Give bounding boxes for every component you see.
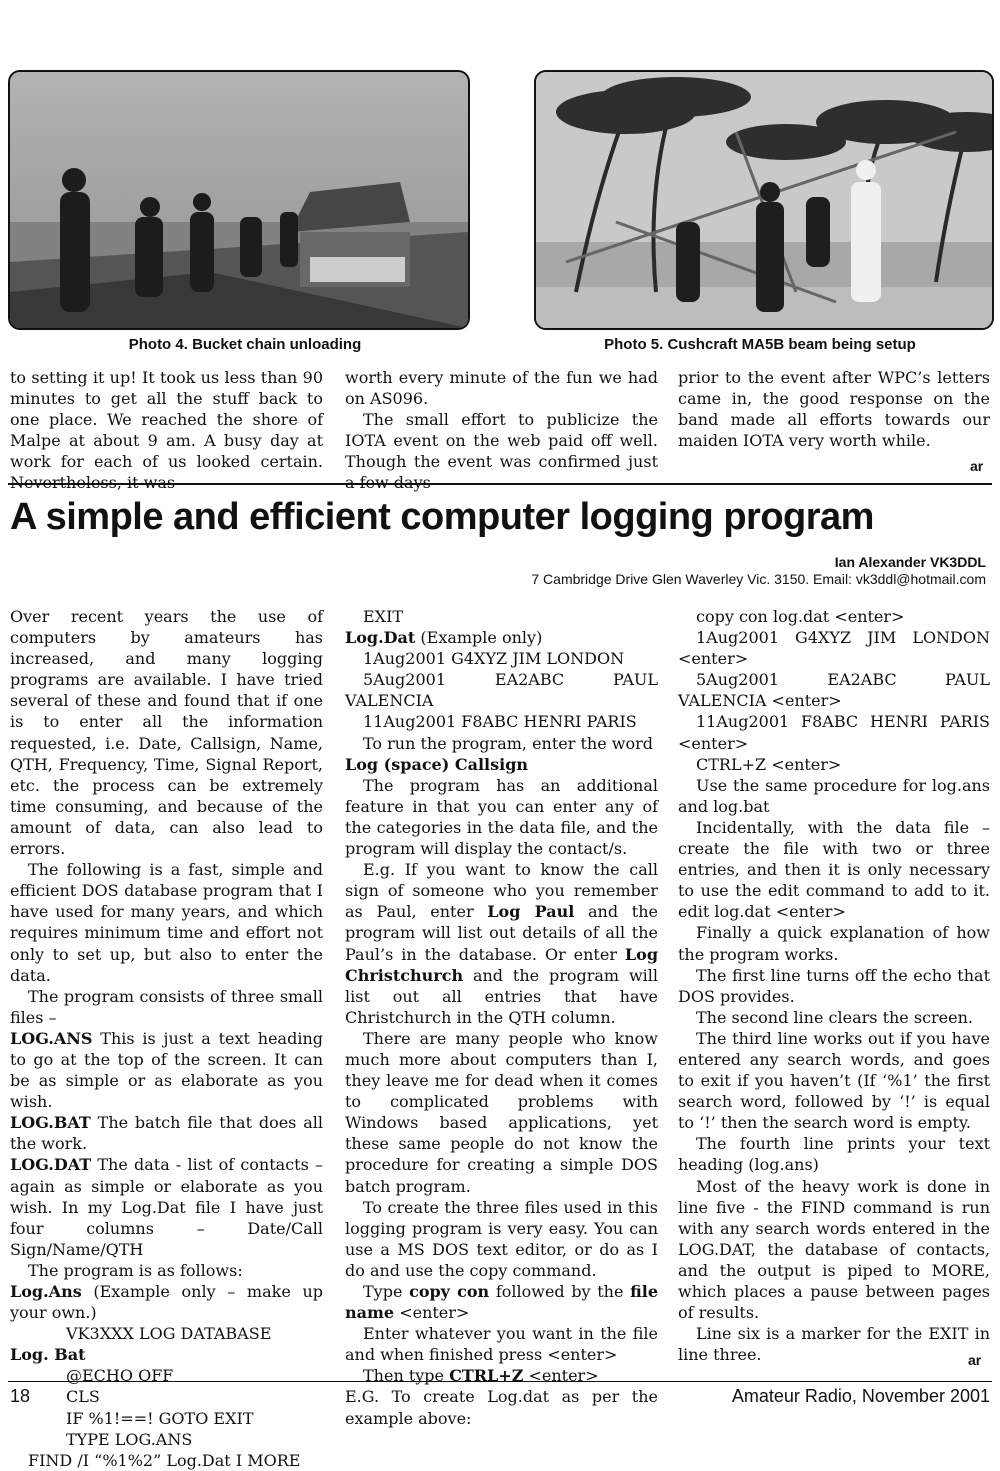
code-line: TYPE LOG.ANS <box>66 1429 193 1449</box>
continued-column-2 <box>345 367 658 494</box>
continued-paragraph: to setting it up! It took us less than 90 minutes to get all the stuff back to one place. We reached the shore of Malpe at about 9 am. A busy day at work for each of us looked certain. Nevertheless, it was <box>10 368 323 493</box>
paragraph: LOG.BAT The batch file that does all the work. <box>10 1113 323 1154</box>
data-row: 11Aug2001 F8ABC HENRI PARIS <box>363 712 637 732</box>
paragraph: LOG.ANS This is just a text heading to go at the top of the screen. It can be as simple or as elaborate as you wish. <box>10 1028 323 1112</box>
code-line: 1Aug2001 G4XYZ JIM LONDON <enter> <box>678 628 990 669</box>
page-number: 18 <box>10 1386 31 1406</box>
code-line: EXIT <box>363 607 404 626</box>
code-line: copy con log.dat <enter> <box>696 607 905 626</box>
article-column-1 <box>10 606 323 1471</box>
command: Log (space) Callsign <box>345 754 529 774</box>
paragraph: Log.Ans (Example only – make up your own.) <box>10 1282 323 1323</box>
footer-divider <box>8 1381 992 1382</box>
paragraph: The program consists of three small files – <box>10 986 323 1027</box>
file-label: LOG.DAT <box>10 1155 92 1175</box>
file-label: LOG.BAT <box>10 1113 91 1133</box>
code-line: CTRL+Z <enter> <box>696 754 842 774</box>
article-title: A simple and efficient computer logging program <box>10 496 874 538</box>
continued-paragraph: prior to the event after WPC’s letters came in, the good response on the band made all efforts towards our maiden IOTA very worth while. <box>678 368 990 451</box>
paragraph: To create the three files used in this logging program is very easy. You can use a MS DOS text editor, or do as I do and use the copy command. <box>345 1197 658 1280</box>
file-label: Log.Dat <box>345 628 416 648</box>
paragraph: Use the same procedure for log.ans and log.bat <box>678 775 990 816</box>
article-column-3 <box>678 606 990 1365</box>
paragraph: Then type CTRL+Z <enter> <box>363 1366 599 1386</box>
paragraph: To run the program, enter the word <box>363 733 653 753</box>
end-mark-article: ar <box>968 1352 982 1368</box>
code-line: VK3XXX LOG DATABASE <box>66 1324 272 1344</box>
paragraph: Finally a quick explanation of how the program works. <box>678 923 990 964</box>
file-label: Log. Bat <box>10 1345 86 1365</box>
code-line: FIND /I “%1%2” Log.Dat I MORE <box>28 1450 301 1470</box>
paragraph: Over recent years the use of computers by amateurs has increased, and many logging programs are available. I have tried several of these and found that if one is to enter all the information requested, i.e. Date, Callsign, Name, QTH, Frequency, Time, Signal Report, etc. the process can be extremely time consuming, and because of the amount of data, can also lead to errors. <box>10 607 323 859</box>
paragraph: E.g. If you want to know the call sign of someone who you remember as Paul, enter Log Paul and the program will list out details of all the Paul’s in the database. Or enter Log Christchurch and the program will list out all entries that have Christchurch in the QTH column. <box>345 860 658 1027</box>
article-column-2 <box>345 606 658 1429</box>
photo-4-caption: Photo 4. Bucket chain unloading <box>128 336 362 353</box>
file-label: LOG.ANS <box>10 1028 93 1048</box>
photo-5-caption: Photo 5. Cushcraft MA5B beam being setup <box>604 336 916 353</box>
photo-cushcraft-beam <box>534 70 994 330</box>
continued-column-1 <box>10 367 323 494</box>
photo-bucket-chain <box>8 70 470 330</box>
code-line: 5Aug2001 EA2ABC PAUL VALENCIA <enter> <box>678 670 990 711</box>
code-line: IF %1!==! GOTO EXIT <box>66 1408 254 1428</box>
section-divider <box>8 483 992 485</box>
code-line: CLS <box>66 1387 100 1407</box>
paragraph: The fourth line prints your text heading (log.ans) <box>678 1134 990 1175</box>
paragraph: The first line turns off the echo that DOS provides. <box>678 965 990 1006</box>
paragraph: Incidentally, with the data file – create the file with two or three entries, and then it is only necessary to use the edit command to add to it. edit log.dat <enter> <box>678 817 990 922</box>
paragraph: The program is as follows: <box>28 1260 243 1280</box>
paragraph: There are many people who know much more about computers than I, they leave me for dead when it comes to complicated problems with Windows based applications, yet these same people do not know the procedure for creating a simple DOS batch program. <box>345 1028 658 1196</box>
code-line: @ECHO OFF <box>66 1366 174 1386</box>
end-mark-previous: ar <box>970 458 984 474</box>
paragraph: Type copy con followed by the file name <enter> <box>345 1282 658 1323</box>
paragraph: The program has an additional feature in that you can enter any of the categories in the data file, and the program will display the contact/s. <box>345 775 658 859</box>
continued-paragraph: The small effort to publicize the IOTA event on the web paid off well. Though the event was confirmed just a few days <box>345 410 658 493</box>
publication-footer: Amateur Radio, November 2001 <box>731 1386 990 1406</box>
paragraph: Most of the heavy work is done in line five - the FIND command is run with any search words entered in the LOG.DAT, the database of contacts, and the output is piped to MORE, which places a pause between pages of results. <box>678 1176 990 1323</box>
data-row: 1Aug2001 G4XYZ JIM LONDON <box>363 649 625 669</box>
article-author: Ian Alexander VK3DDL <box>834 554 986 570</box>
paragraph: The second line clears the screen. <box>696 1007 973 1027</box>
paragraph: Log.Dat (Example only) <box>345 628 543 648</box>
paragraph: The following is a fast, simple and efficient DOS database program that I have used for many years, and which requires minimum time and effort not only to set up, but also to enter the data. <box>10 860 323 985</box>
paragraph: Line six is a marker for the EXIT in line three. <box>678 1324 990 1365</box>
paragraph: E.G. To create Log.dat as per the example above: <box>345 1387 658 1428</box>
data-row: 5Aug2001 EA2ABC PAUL VALENCIA <box>345 670 658 711</box>
continued-paragraph: worth every minute of the fun we had on AS096. <box>345 368 658 409</box>
file-label: Log.Ans <box>10 1282 82 1301</box>
continued-column-3 <box>678 367 990 451</box>
paragraph: LOG.DAT The data - list of contacts – again as simple or elaborate as you wish. In my Log.Dat file I have just four columns – Date/Call Sign/Name/QTH <box>10 1155 323 1259</box>
paragraph: The third line works out if you have entered any search words, and goes to exit if you haven’t (If ‘%1’ the first search word, followed by ‘!’ is equal to ‘!’ then the search word is empty. <box>678 1028 990 1133</box>
article-address: 7 Cambridge Drive Glen Waverley Vic. 3150. Email: vk3ddl@hotmail.com <box>531 571 986 587</box>
paragraph: Enter whatever you want in the file and when finished press <enter> <box>345 1324 658 1365</box>
code-line: 11Aug2001 F8ABC HENRI PARIS <enter> <box>678 712 990 753</box>
